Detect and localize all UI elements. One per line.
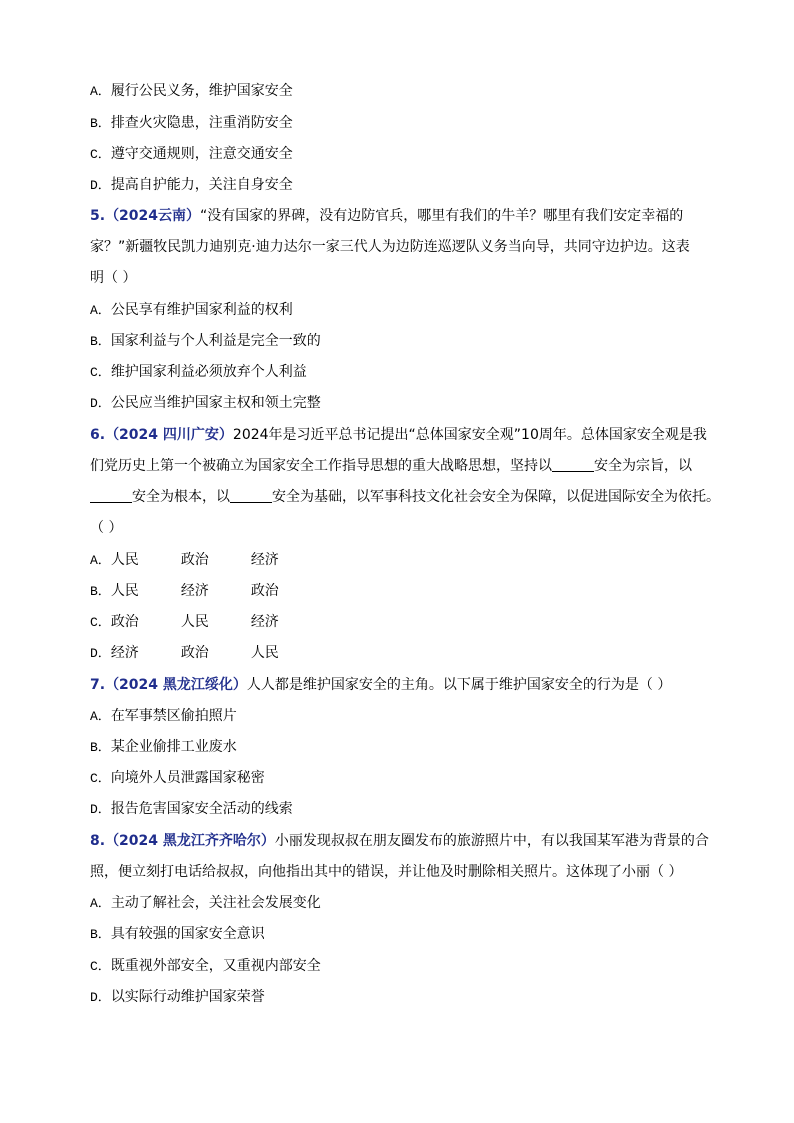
fill-blank-2 (90, 488, 132, 503)
option-text: 排查火灾隐患，注重消防安全 (110, 115, 293, 131)
option-col: 政治 (180, 552, 209, 568)
option-text: 公民应当维护国家主权和领土完整 (110, 395, 321, 411)
option-col: 政治 (110, 614, 139, 630)
stem-text: 明（ ） (90, 270, 137, 286)
option-col: 经济 (110, 645, 139, 661)
option-letter: A． (90, 84, 111, 99)
q5-stem-line-3 (90, 268, 136, 288)
option-letter: B． (90, 740, 111, 755)
q8-stem-line-2 (90, 862, 682, 882)
q5-stem-line-2 (90, 237, 690, 257)
option-letter: D． (90, 802, 111, 817)
stem-text: “没有国家的界碑，没有边防官兵，哪里有我们的牛羊？哪里有我们安定幸福的 (200, 208, 684, 224)
stem-text: 小丽发现叔叔在朋友圈发布的旅游照片中，有以我国某军港为背景的合 (274, 833, 709, 849)
q8-option-a (90, 893, 321, 914)
q8-option-b (90, 924, 265, 945)
option-text: 主动了解社会，关注社会发展变化 (110, 895, 321, 911)
stem-text: 人人都是维护国家安全的主角。以下属于维护国家安全的行为是（ ） (246, 677, 672, 693)
option-col: 政治 (250, 583, 279, 599)
option-letter: D． (90, 396, 111, 411)
q4-option-a (90, 81, 293, 102)
option-text: 具有较强的国家安全意识 (110, 926, 265, 942)
option-letter: C． (90, 615, 111, 630)
option-text: 在军事禁区偷拍照片 (110, 708, 237, 724)
option-letter: D． (90, 646, 111, 661)
answer-bracket: （ ） (90, 520, 123, 536)
option-col: 人民 (110, 583, 139, 599)
q7-option-d (90, 799, 293, 820)
stem-text: 照，便立刻打电话给叔叔，向他指出其中的错误，并让他及时删除相关照片。这体现了小丽（ ） (90, 864, 683, 880)
stem-text: 2024年是习近平总书记提出“总体国家安全观”10周年。总体国家安全观是我 (232, 427, 707, 443)
option-letter: C． (90, 147, 111, 162)
option-col: 经济 (250, 552, 279, 568)
q5-option-a (90, 300, 293, 321)
q6-stem-line-2 (90, 456, 692, 476)
q7-stem (90, 675, 671, 695)
stem-text: 安全为根本，以 (132, 489, 230, 505)
stem-text: 家？”新疆牧民凯力迪别克·迪力达尔一家三代人为边防连巡逻队义务当向导，共同守边护边。这表 (90, 239, 690, 255)
option-letter: C． (90, 365, 111, 380)
option-letter: D． (90, 178, 111, 193)
option-letter: B． (90, 116, 111, 131)
option-text: 提高自护能力，关注自身安全 (110, 177, 293, 193)
q6-stem-line-3 (90, 487, 720, 507)
option-col: 经济 (180, 583, 209, 599)
q5-option-d (90, 393, 321, 414)
fill-blank-1 (552, 457, 594, 472)
q4-option-d (90, 175, 293, 196)
option-col: 政治 (180, 645, 209, 661)
option-col: 人民 (250, 645, 279, 661)
option-col: 人民 (110, 552, 139, 568)
option-letter: A． (90, 303, 111, 318)
stem-text: 安全为宗旨，以 (594, 458, 692, 474)
question-number: 7. (90, 677, 106, 693)
option-letter: A． (90, 709, 111, 724)
option-col: 人民 (180, 614, 209, 630)
q5-option-c (90, 362, 307, 383)
q6-option-b (90, 581, 321, 602)
q6-option-a (90, 550, 321, 571)
q8-option-c (90, 956, 321, 977)
stem-text: 们党历史上第一个被确立为国家安全工作指导思想的重大战略思想，坚持以 (90, 458, 552, 474)
question-source: （2024 黑龙江绥化） (105, 677, 247, 693)
option-letter: A． (90, 896, 111, 911)
option-letter: C． (90, 959, 111, 974)
option-text: 向境外人员泄露国家秘密 (110, 770, 265, 786)
q8-option-d (90, 987, 265, 1008)
question-source: （2024云南） (105, 208, 201, 224)
q7-option-b (90, 737, 237, 758)
option-letter: A． (90, 553, 111, 568)
option-text: 维护国家利益必须放弃个人利益 (110, 364, 307, 380)
option-letter: B． (90, 334, 111, 349)
option-letter: C． (90, 771, 111, 786)
option-letter: B． (90, 927, 111, 942)
option-text: 以实际行动维护国家荣誉 (110, 989, 265, 1005)
q5-option-b (90, 331, 321, 352)
option-letter: D． (90, 990, 111, 1005)
option-text: 公民享有维护国家利益的权利 (110, 302, 293, 318)
stem-text: 安全为基础，以军事科技文化社会安全为保障，以促进国际安全为依托。 (272, 489, 720, 505)
q6-stem-line-1 (90, 425, 707, 445)
q5-stem-line-1 (90, 206, 683, 226)
q8-stem-line-1 (90, 831, 709, 851)
option-text: 报告危害国家安全活动的线索 (110, 801, 293, 817)
fill-blank-3 (230, 488, 272, 503)
option-text: 既重视外部安全，又重视内部安全 (110, 958, 321, 974)
question-number: 6. (90, 427, 106, 443)
q4-option-b (90, 113, 293, 134)
question-source: （2024 黑龙江齐齐哈尔） (105, 833, 275, 849)
option-text: 遵守交通规则，注意交通安全 (110, 146, 293, 162)
q7-option-a (90, 706, 237, 727)
q6-option-c (90, 612, 321, 633)
option-text: 履行公民义务，维护国家安全 (110, 83, 293, 99)
option-text: 某企业偷排工业废水 (110, 739, 237, 755)
q4-option-c (90, 144, 293, 165)
option-col: 经济 (250, 614, 279, 630)
question-number: 5. (90, 208, 106, 224)
option-letter: B． (90, 584, 111, 599)
q6-stem-line-4 (90, 518, 122, 538)
question-number: 8. (90, 833, 106, 849)
q6-option-d (90, 643, 321, 664)
q7-option-c (90, 768, 265, 789)
question-source: （2024 四川广安） (105, 427, 233, 443)
option-text: 国家利益与个人利益是完全一致的 (110, 333, 321, 349)
